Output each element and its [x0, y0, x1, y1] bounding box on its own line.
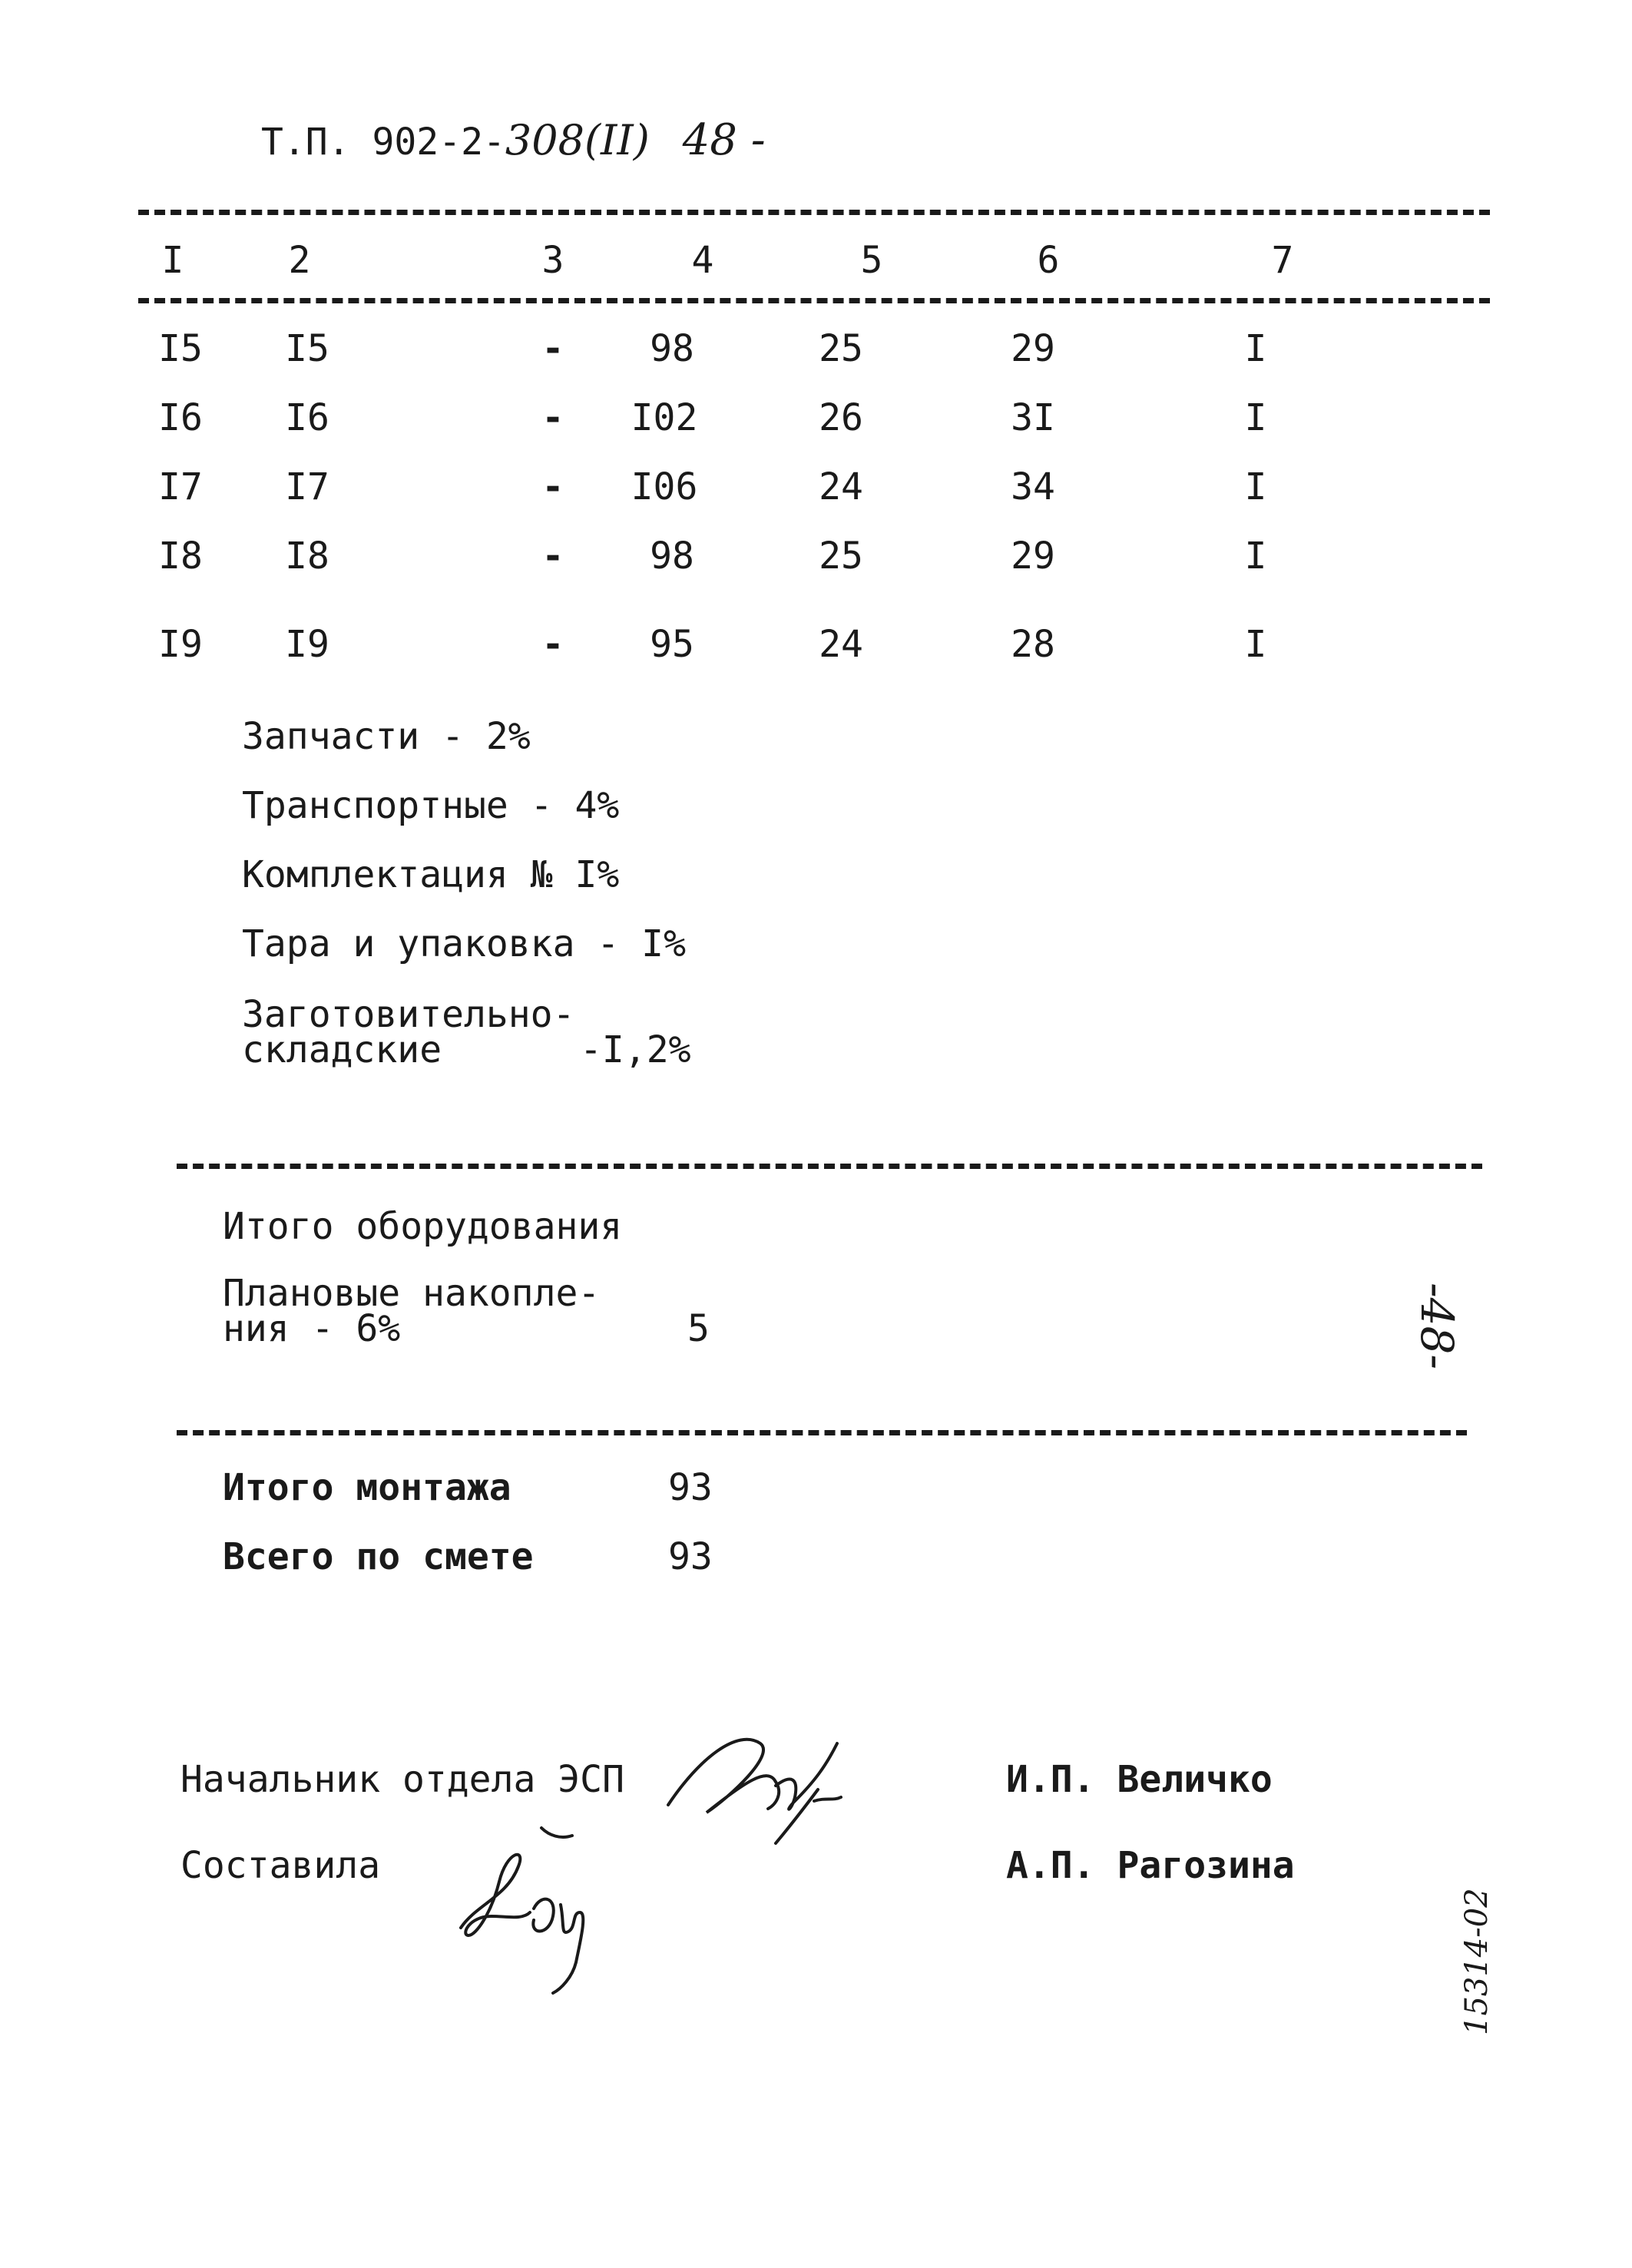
- cell: -: [541, 623, 564, 666]
- cell: 29: [1011, 535, 1055, 578]
- charge-transport: Транспортные - 4%: [242, 784, 620, 827]
- head-of-department-label: Начальник отдела ЭСП: [180, 1758, 624, 1801]
- planned-value: 5: [687, 1307, 710, 1350]
- charge-procurement-line2: складские: [242, 1028, 442, 1071]
- cell: I: [1244, 623, 1267, 666]
- installation-total-label: Итого монтажа: [223, 1466, 511, 1509]
- cell: I5: [285, 327, 329, 370]
- cell: I6: [285, 396, 329, 439]
- cell: 98: [650, 535, 694, 578]
- cell: I: [1244, 396, 1267, 439]
- header-page-mark: 48 -: [682, 115, 766, 165]
- cell: 24: [819, 623, 863, 666]
- cell: -: [541, 396, 564, 439]
- cell: I8: [158, 535, 203, 578]
- table-header-rule: [138, 298, 1490, 303]
- planned-line2: ния - 6%: [223, 1307, 401, 1350]
- cell: I9: [158, 623, 203, 666]
- cell: 25: [819, 535, 863, 578]
- estimate-total-label: Всего по смете: [223, 1535, 534, 1578]
- head-signature: [660, 1713, 860, 1866]
- installation-top-rule: [177, 1430, 1467, 1435]
- charge-spare-parts: Запчасти - 2%: [242, 715, 531, 758]
- cell: I9: [285, 623, 329, 666]
- cell: 95: [650, 623, 694, 666]
- equipment-total-label: Итого оборудования: [223, 1205, 623, 1248]
- cell: I06: [631, 465, 698, 508]
- cell: 29: [1011, 327, 1055, 370]
- cell: I8: [285, 535, 329, 578]
- margin-doc-code: 15314-02: [1459, 1888, 1495, 2035]
- col-header-7: 7: [1271, 239, 1294, 282]
- cell: I: [1244, 535, 1267, 578]
- cell: I5: [158, 327, 203, 370]
- cell: 24: [819, 465, 863, 508]
- header-typed: Т.П. 902-2-: [261, 121, 505, 164]
- cell: 34: [1011, 465, 1055, 508]
- cell: I7: [158, 465, 203, 508]
- cell: I: [1244, 465, 1267, 508]
- header-handwritten: 308(II): [505, 116, 650, 164]
- compiler-label: Составила: [180, 1844, 381, 1887]
- cell: 28: [1011, 623, 1055, 666]
- cell: 98: [650, 327, 694, 370]
- cell: I02: [631, 396, 698, 439]
- installation-total-value: 93: [668, 1466, 713, 1509]
- cell: 3I: [1011, 396, 1055, 439]
- col-header-5: 5: [860, 239, 883, 282]
- cell: I7: [285, 465, 329, 508]
- charge-completion: Комплектация № I%: [242, 853, 620, 896]
- totals-top-rule: [177, 1164, 1482, 1169]
- col-header-4: 4: [691, 239, 714, 282]
- cell: I: [1244, 327, 1267, 370]
- cell: I6: [158, 396, 203, 439]
- cell: -: [541, 535, 564, 578]
- charge-procurement-value: -I,2%: [580, 1028, 691, 1071]
- cell: 25: [819, 327, 863, 370]
- cell: 26: [819, 396, 863, 439]
- estimate-total-value: 93: [668, 1535, 713, 1578]
- margin-page-number: -48-: [1411, 1283, 1463, 1369]
- doc-header: [261, 115, 766, 165]
- compiler-signature: [445, 1820, 614, 1997]
- head-name: И.П. Величко: [1006, 1758, 1273, 1801]
- col-header-1: I: [161, 239, 184, 282]
- col-header-6: 6: [1037, 239, 1060, 282]
- compiler-name: А.П. Рагозина: [1006, 1844, 1295, 1887]
- charge-procurement-line1: Заготовительно-: [242, 993, 575, 1036]
- cell: -: [541, 465, 564, 508]
- col-header-2: 2: [288, 239, 311, 282]
- table-top-rule: [138, 210, 1490, 215]
- col-header-3: 3: [541, 239, 564, 282]
- cell: -: [541, 327, 564, 370]
- charge-packaging: Тара и упаковка - I%: [242, 922, 686, 965]
- planned-line1: Плановые накопле-: [223, 1272, 601, 1315]
